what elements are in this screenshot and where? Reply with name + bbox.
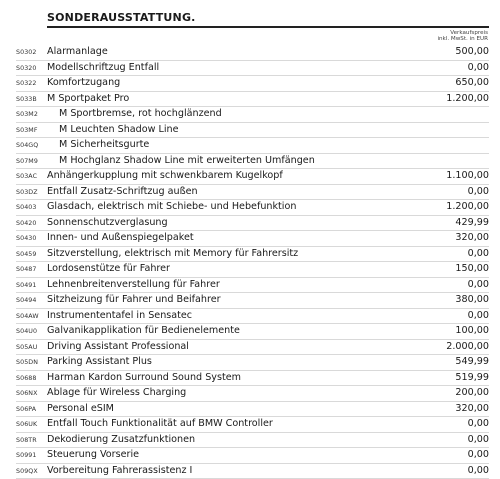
option-code: S0459 <box>16 251 37 258</box>
option-code: S03M2 <box>16 111 38 118</box>
option-label: Harman Kardon Surround Sound System <box>47 372 241 383</box>
option-price: 0,00 <box>468 449 489 460</box>
option-price: 549,99 <box>455 356 489 367</box>
option-label: M Leuchten Shadow Line <box>59 124 179 135</box>
sub-item-row <box>16 154 489 170</box>
option-price: 2.000,00 <box>446 341 489 352</box>
option-label: Anhängerkupplung mit schwenkbarem Kugelkopf <box>47 170 283 181</box>
option-price: 100,00 <box>455 325 489 336</box>
option-label: Innen- und Außenspiegelpaket <box>47 232 194 243</box>
option-code: S0320 <box>16 65 37 72</box>
equipment-row <box>16 231 489 247</box>
option-code: S05AU <box>16 344 37 351</box>
option-label: Driving Assistant Professional <box>47 341 189 352</box>
option-label: Modellschriftzug Entfall <box>47 62 159 73</box>
equipment-row <box>16 247 489 263</box>
option-price: 0,00 <box>468 248 489 259</box>
option-price: 320,00 <box>455 232 489 243</box>
option-label: M Sicherheitsgurte <box>59 139 149 150</box>
option-label: Entfall Touch Funktionalität auf BMW Controller <box>47 418 273 429</box>
option-code: S0494 <box>16 297 37 304</box>
title-underline <box>47 26 489 28</box>
option-code: S07M9 <box>16 158 38 165</box>
option-code: S04AW <box>16 313 39 320</box>
option-label: M Sportbremse, rot hochglänzend <box>59 108 222 119</box>
option-price: 650,00 <box>455 77 489 88</box>
option-code: S0403 <box>16 204 37 211</box>
option-price: 320,00 <box>455 403 489 414</box>
option-label: Lehnenbreitenverstellung für Fahrer <box>47 279 220 290</box>
sub-item-row <box>16 107 489 123</box>
option-label: Sitzheizung für Fahrer und Beifahrer <box>47 294 221 305</box>
option-label: Personal eSIM <box>47 403 114 414</box>
sub-item-row <box>16 138 489 154</box>
equipment-row <box>16 433 489 449</box>
equipment-row <box>16 76 489 92</box>
option-label: Sitzverstellung, elektrisch mit Memory für Fahrersitz <box>47 248 298 259</box>
price-header-line1: Verkaufspreis <box>437 30 488 36</box>
option-code: S04U0 <box>16 328 37 335</box>
option-label: Sonnenschutzverglasung <box>47 217 168 228</box>
option-price: 0,00 <box>468 418 489 429</box>
option-code: S03MF <box>16 127 38 134</box>
option-code: S03AC <box>16 173 37 180</box>
option-label: Steuerung Vorserie <box>47 449 139 460</box>
option-code: S033B <box>16 96 37 103</box>
option-price: 0,00 <box>468 434 489 445</box>
option-code: S0487 <box>16 266 37 273</box>
equipment-table <box>16 45 489 479</box>
option-price: 1.100,00 <box>446 170 489 181</box>
equipment-row <box>16 293 489 309</box>
equipment-row <box>16 45 489 61</box>
option-price: 0,00 <box>468 62 489 73</box>
equipment-row <box>16 324 489 340</box>
option-code: S0430 <box>16 235 37 242</box>
option-label: Galvanikapplikation für Bedienelemente <box>47 325 240 336</box>
option-label: Lordosenstütze für Fahrer <box>47 263 170 274</box>
option-price: 1.200,00 <box>446 201 489 212</box>
equipment-row <box>16 262 489 278</box>
option-code: S0491 <box>16 282 37 289</box>
equipment-row <box>16 278 489 294</box>
equipment-row <box>16 340 489 356</box>
option-code: S06PA <box>16 406 36 413</box>
option-label: Alarmanlage <box>47 46 108 57</box>
option-code: S09QX <box>16 468 38 475</box>
equipment-row <box>16 386 489 402</box>
option-price: 519,99 <box>455 372 489 383</box>
option-price: 150,00 <box>455 263 489 274</box>
equipment-row <box>16 200 489 216</box>
option-code: S0688 <box>16 375 37 382</box>
option-label: Glasdach, elektrisch mit Schiebe- und Hebefunktion <box>47 201 296 212</box>
equipment-row <box>16 92 489 108</box>
option-price: 1.200,00 <box>446 93 489 104</box>
option-code: S06NX <box>16 390 38 397</box>
option-code: S0302 <box>16 49 37 56</box>
option-label: Entfall Zusatz-Schriftzug außen <box>47 186 198 197</box>
option-code: S08TR <box>16 437 37 444</box>
equipment-row <box>16 417 489 433</box>
option-price: 200,00 <box>455 387 489 398</box>
option-label: M Sportpaket Pro <box>47 93 129 104</box>
option-price: 0,00 <box>468 310 489 321</box>
option-label: Ablage für Wireless Charging <box>47 387 186 398</box>
equipment-row <box>16 402 489 418</box>
option-code: S0420 <box>16 220 37 227</box>
option-label: Komfortzugang <box>47 77 120 88</box>
option-price: 500,00 <box>455 46 489 57</box>
option-code: S0991 <box>16 452 37 459</box>
option-label: Parking Assistant Plus <box>47 356 152 367</box>
equipment-row <box>16 216 489 232</box>
option-code: S06UK <box>16 421 37 428</box>
option-code: S05DN <box>16 359 38 366</box>
equipment-row <box>16 464 489 479</box>
option-label: Dekodierung Zusatzfunktionen <box>47 434 195 445</box>
price-column-header <box>437 30 488 43</box>
option-price: 380,00 <box>455 294 489 305</box>
equipment-row <box>16 185 489 201</box>
option-price: 429,99 <box>455 217 489 228</box>
option-label: M Hochglanz Shadow Line mit erweiterten Umfängen <box>59 155 315 166</box>
option-label: Instrumententafel in Sensatec <box>47 310 192 321</box>
section-title: SONDERAUSSTATTUNG. <box>47 11 196 24</box>
equipment-row <box>16 61 489 77</box>
option-price: 0,00 <box>468 279 489 290</box>
equipment-row <box>16 309 489 325</box>
equipment-row <box>16 355 489 371</box>
sub-item-row <box>16 123 489 139</box>
option-code: S04GQ <box>16 142 38 149</box>
option-price: 0,00 <box>468 186 489 197</box>
equipment-row <box>16 448 489 464</box>
equipment-row <box>16 169 489 185</box>
option-label: Vorbereitung Fahrerassistenz I <box>47 465 192 476</box>
price-header-line2: inkl. MwSt. in EUR <box>437 36 488 42</box>
equipment-row <box>16 371 489 387</box>
option-code: S03DZ <box>16 189 38 196</box>
option-code: S0322 <box>16 80 37 87</box>
option-price: 0,00 <box>468 465 489 476</box>
